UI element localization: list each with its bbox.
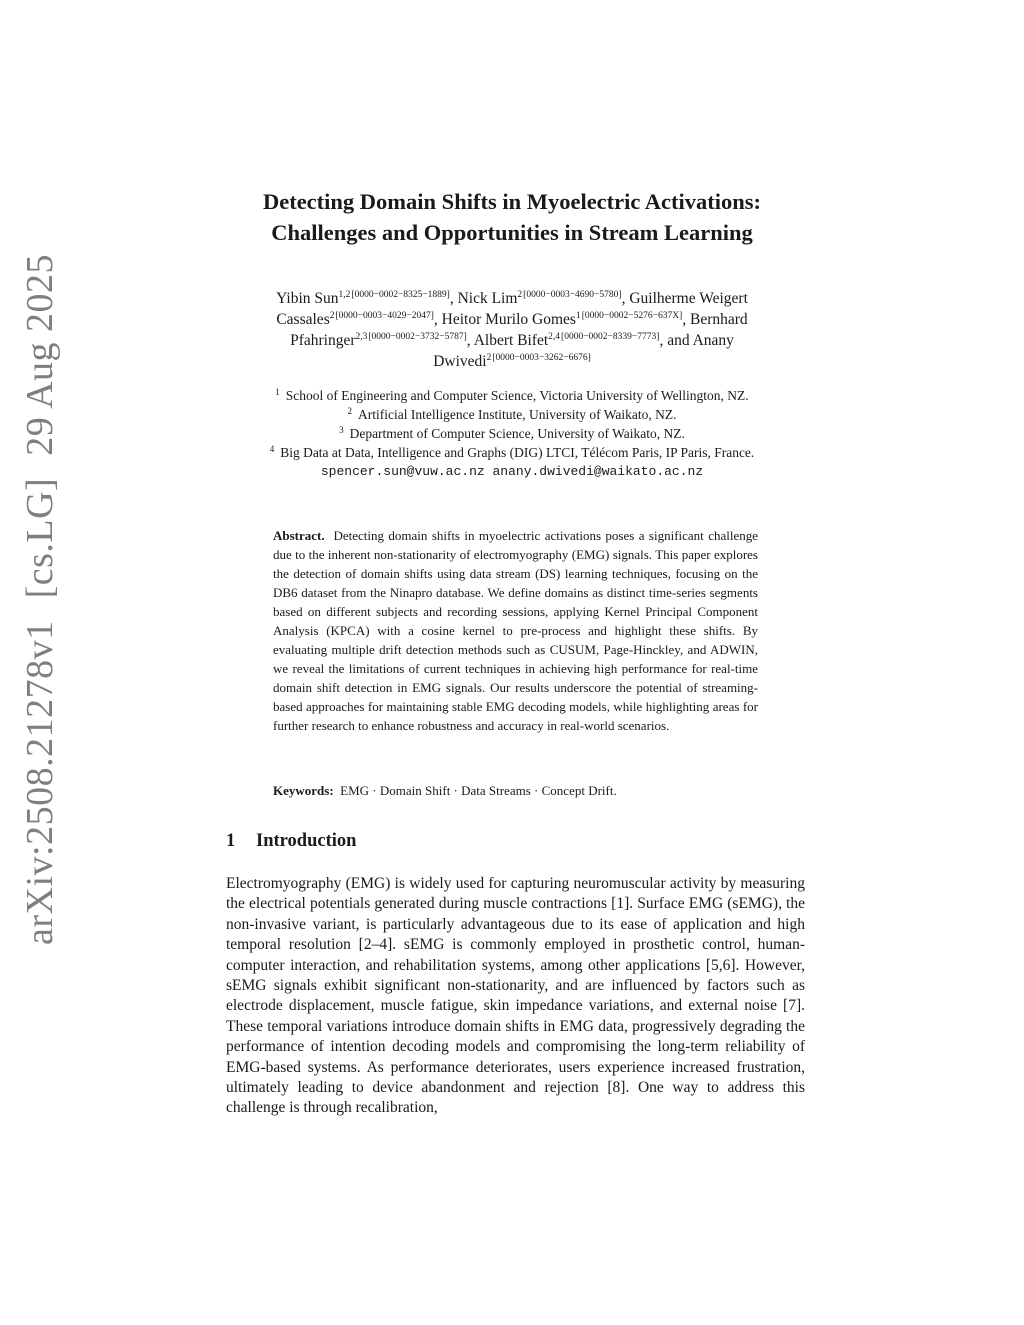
affiliation [180,405,844,424]
author-orcid: [0000−0002−8325−1889] [351,290,450,300]
introduction-paragraph: Electromyography (EMG) is widely used for capturing neuromuscular activity by measuring the electrical potentials generated during muscle contractions [1]. Surface EMG (sEMG), the non-invasive variant, is particularly advantageous due to its ease of application and high temporal resolution [2–4]. sEMG is commonly employed in prosthetic control, human-computer interaction, and rehabilitation systems, among other applications [5,6]. However, sEMG signals exhibit significant non-stationarity, and are influenced by factors such as electrode displacement, muscle fatigue, skin impedance variations, and external noise [7]. These temporal variations introduce domain shifts in EMG data, progressively degrading the performance of intention decoding models and compromising the long-term reliability of EMG-based systems. As performance deteriorates, users experience increased frustration, ultimately leading to device abandonment and rejection [8]. One way to address this challenge is through recalibration, [226,875,805,1117]
title-line-1: Detecting Domain Shifts in Myoelectric Activations: [262,189,762,214]
section-title: Introduction [256,831,357,851]
keywords-label: Keywords: [273,783,334,798]
author-affil: 2 [486,353,492,363]
keywords [273,781,758,800]
affiliation-number: 2 [347,406,353,416]
arxiv-id: arXiv:2508.21278v1 [19,620,61,945]
arxiv-identifier [18,254,62,945]
keywords-text: EMG · Domain Shift · Data Streams · Concept Drift. [340,783,617,798]
arxiv-date: 29 Aug 2025 [19,253,61,456]
author-line-2: Cassales$^{2[0000-0003-4029-2047]}$, Heitor Murilo Gomes$^{1[0000-0002-5276-637X]}$, Bernhard [276,311,748,328]
author-name-part: Guilherme Weigert [629,290,748,307]
author-name-part: Cassales [276,311,330,328]
author-name: Heitor Murilo Gomes [441,311,576,328]
author-orcid: [0000−0002−3732−5787] [368,332,467,342]
author-orcid: [0000−0003−3262−6676] [492,353,591,363]
author-affil: 2,4 [548,332,561,342]
author-name-part: Pfahringer [290,332,356,349]
author-affil: 1,2 [338,290,351,300]
author-name-part: Bernhard [689,311,748,328]
author-orcid: [0000−0003−4029−2047] [335,311,434,321]
abstract-text: Detecting domain shifts in myoelectric activations poses a significant challenge due to the inherent non-stationarity of electromyography (EMG) signals. This paper explores the detection of domain shifts using data stream (DS) learning techniques, focusing on the DB6 dataset from the Ninapro database. We define domains as distinct time-series segments based on different subjects and recording sessions, applying Kernel Principal Component Analysis (KPCA) with a cosine kernel to pre-process and highlight these shifts. By evaluating multiple drift detection methods such as CUSUM, Page-Hinckley, and ADWIN, we reveal the limitations of current techniques in achieving high performance for real-time domain shift detection in EMG signals. Our results underscore the potential of streaming-based approaches for maintaining stable EMG decoding models, while highlighting areas for further research to enhance robustness and accuracy in real-world scenarios. [273,528,758,733]
affiliation [180,386,844,405]
affiliation-text: School of Engineering and Computer Science, Victoria University of Wellington, NZ. [285,388,749,403]
affiliation-text: Artificial Intelligence Institute, University of Waikato, NZ. [358,407,677,422]
affiliation [180,424,844,443]
affiliation-number: 3 [339,425,344,435]
affiliation-text: Department of Computer Science, University of Waikato, NZ. [349,426,685,441]
affiliation-number: 4 [269,444,275,454]
title-line-2: Challenges and Opportunities in Stream Learning [271,220,753,245]
author-name: Nick Lim [457,290,518,307]
author-name: Albert Bifet [473,332,549,349]
paper-title [0,186,1024,248]
contact-emails: spencer.sun@vuw.ac.nz anany.dwivedi@waikato.ac.nz [320,464,704,479]
affiliation-number: 1 [275,387,280,397]
author-orcid: [0000−0002−5276−637X] [581,311,683,321]
author-affil: 1 [575,311,581,321]
author-line-1: Yibin Sun$^{1,2[0000-0002-8325-1889]}$, Nick Lim$^{2[0000-0003-4690-5780]}$, Guilherme Weigert [276,290,748,307]
section-heading [226,831,356,852]
author-orcid: [0000−0003−4690−5780] [523,290,622,300]
author-name-part: Dwivedi [433,353,487,370]
author-list [200,288,824,372]
affiliation [180,443,844,462]
abstract [273,526,758,735]
author-orcid: [0000−0002−8339−7773] [561,332,660,342]
author-line-3: Pfahringer$^{2,3[0000-0002-3732-5787]}$, Albert Bifet$^{2,4[0000-0002-8339-7773]}$, and Anany [290,332,734,349]
author-line-4 [200,351,824,372]
author-name-part: Anany [692,332,734,349]
abstract-label: Abstract. [273,528,325,543]
affiliation-text: Big Data at Data, Intelligence and Graphs (DIG) LTCI, Télécom Paris, IP Paris, France. [280,445,755,460]
affiliation-list [180,386,844,481]
arxiv-category: [cs.LG] [19,477,61,599]
author-name: Yibin Sun [276,290,339,307]
author-affil: 2 [329,311,335,321]
author-affil: 2,3 [355,332,368,342]
section-number: 1 [226,831,236,851]
author-affil: 2 [517,290,523,300]
